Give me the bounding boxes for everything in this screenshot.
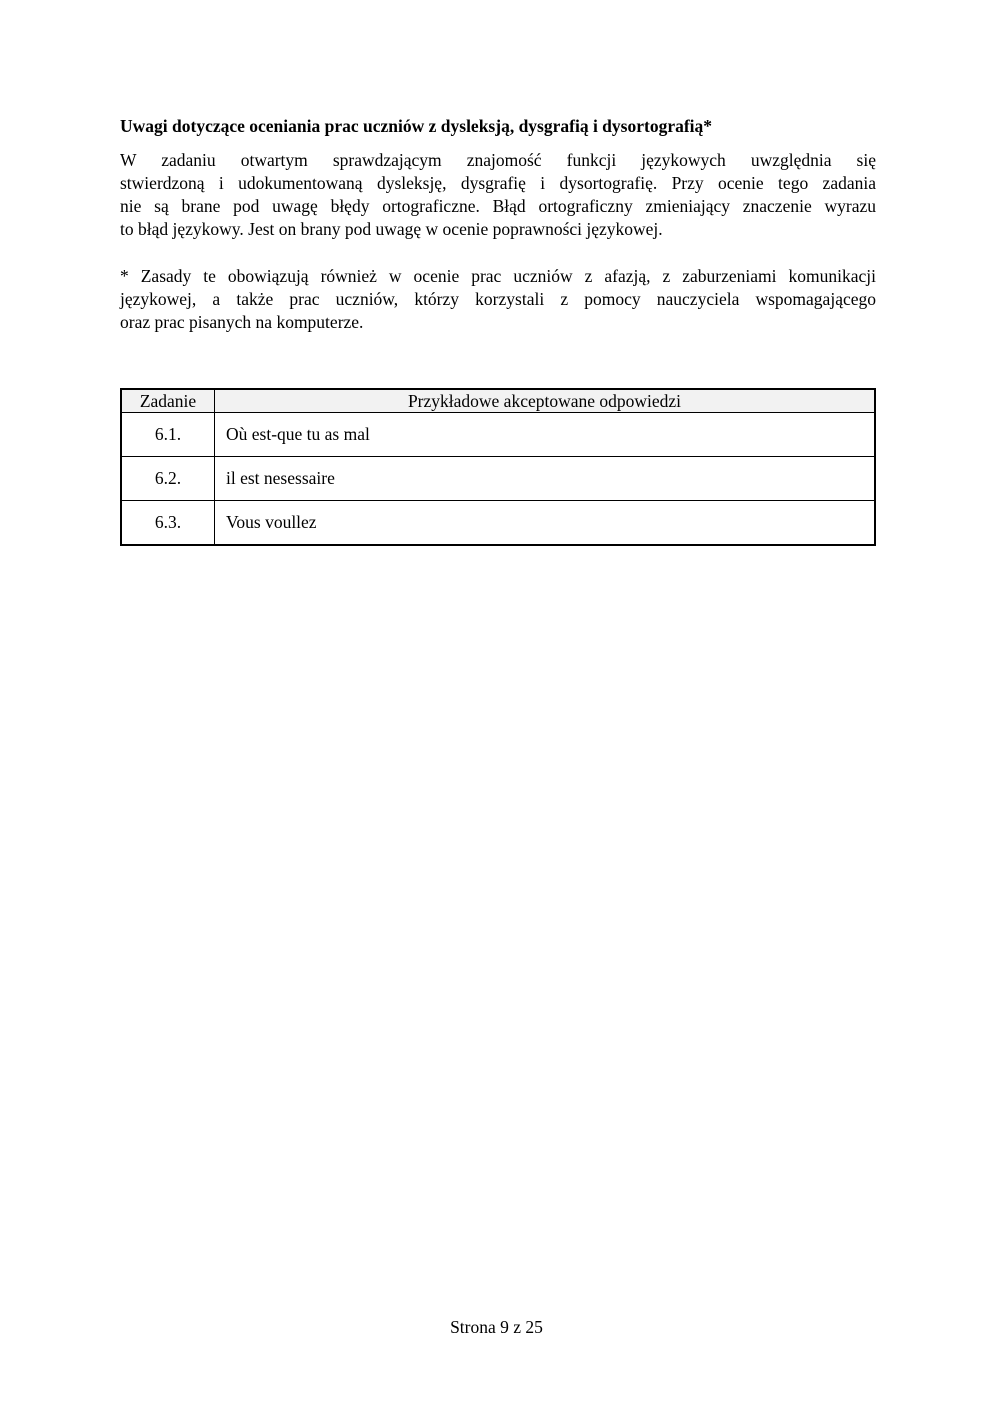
- paragraph-line: * Zasady te obowiązują również w ocenie prac uczniów z afazją, z zaburzeniami komunikacji: [120, 266, 876, 286]
- table-header: [121, 389, 875, 413]
- paragraph-line: stwierdzoną i udokumentowaną dysleksję, dysgrafię i dysortografię. Przy ocenie tego zadania: [120, 173, 876, 193]
- paragraph-line: to błąd językowy. Jest on brany pod uwagę w ocenie poprawności językowej.: [120, 219, 663, 239]
- paragraph-line: nie są brane pod uwagę błędy ortograficzne. Błąd ortograficzny zmieniający znaczenie wyrazu: [120, 196, 876, 216]
- task-number: 6.2.: [121, 457, 215, 501]
- page-number: Strona 9 z 25: [450, 1317, 543, 1337]
- table-row: [121, 413, 875, 457]
- accepted-answer: Vous voullez: [215, 501, 876, 546]
- table-row: [121, 457, 875, 501]
- task-number: 6.1.: [121, 413, 215, 457]
- table-row: [121, 501, 875, 546]
- table-header-row: [121, 389, 875, 413]
- paragraph-line: W zadaniu otwartym sprawdzającym znajomość funkcji językowych uwzględnia się: [120, 150, 876, 170]
- paragraph-footnote-rules: [120, 265, 876, 334]
- paragraph-line: językowej, a także prac uczniów, którzy korzystali z pomocy nauczyciela wspomagającego: [120, 289, 876, 309]
- task-number: 6.3.: [121, 501, 215, 546]
- accepted-answer: il est nesessaire: [215, 457, 876, 501]
- column-header-answers: Przykładowe akceptowane odpowiedzi: [215, 389, 876, 413]
- accepted-answers-table: [120, 388, 876, 546]
- accepted-answer: Où est-que tu as mal: [215, 413, 876, 457]
- document-content: [120, 115, 876, 546]
- paragraph-dyslexia-note: [120, 149, 876, 241]
- section-heading: Uwagi dotyczące oceniania prac uczniów z dysleksją, dysgrafią i dysortografią*: [120, 116, 713, 136]
- column-header-task: Zadanie: [121, 389, 215, 413]
- table-body: [121, 413, 875, 546]
- paragraph-line: oraz prac pisanych na komputerze.: [120, 312, 364, 332]
